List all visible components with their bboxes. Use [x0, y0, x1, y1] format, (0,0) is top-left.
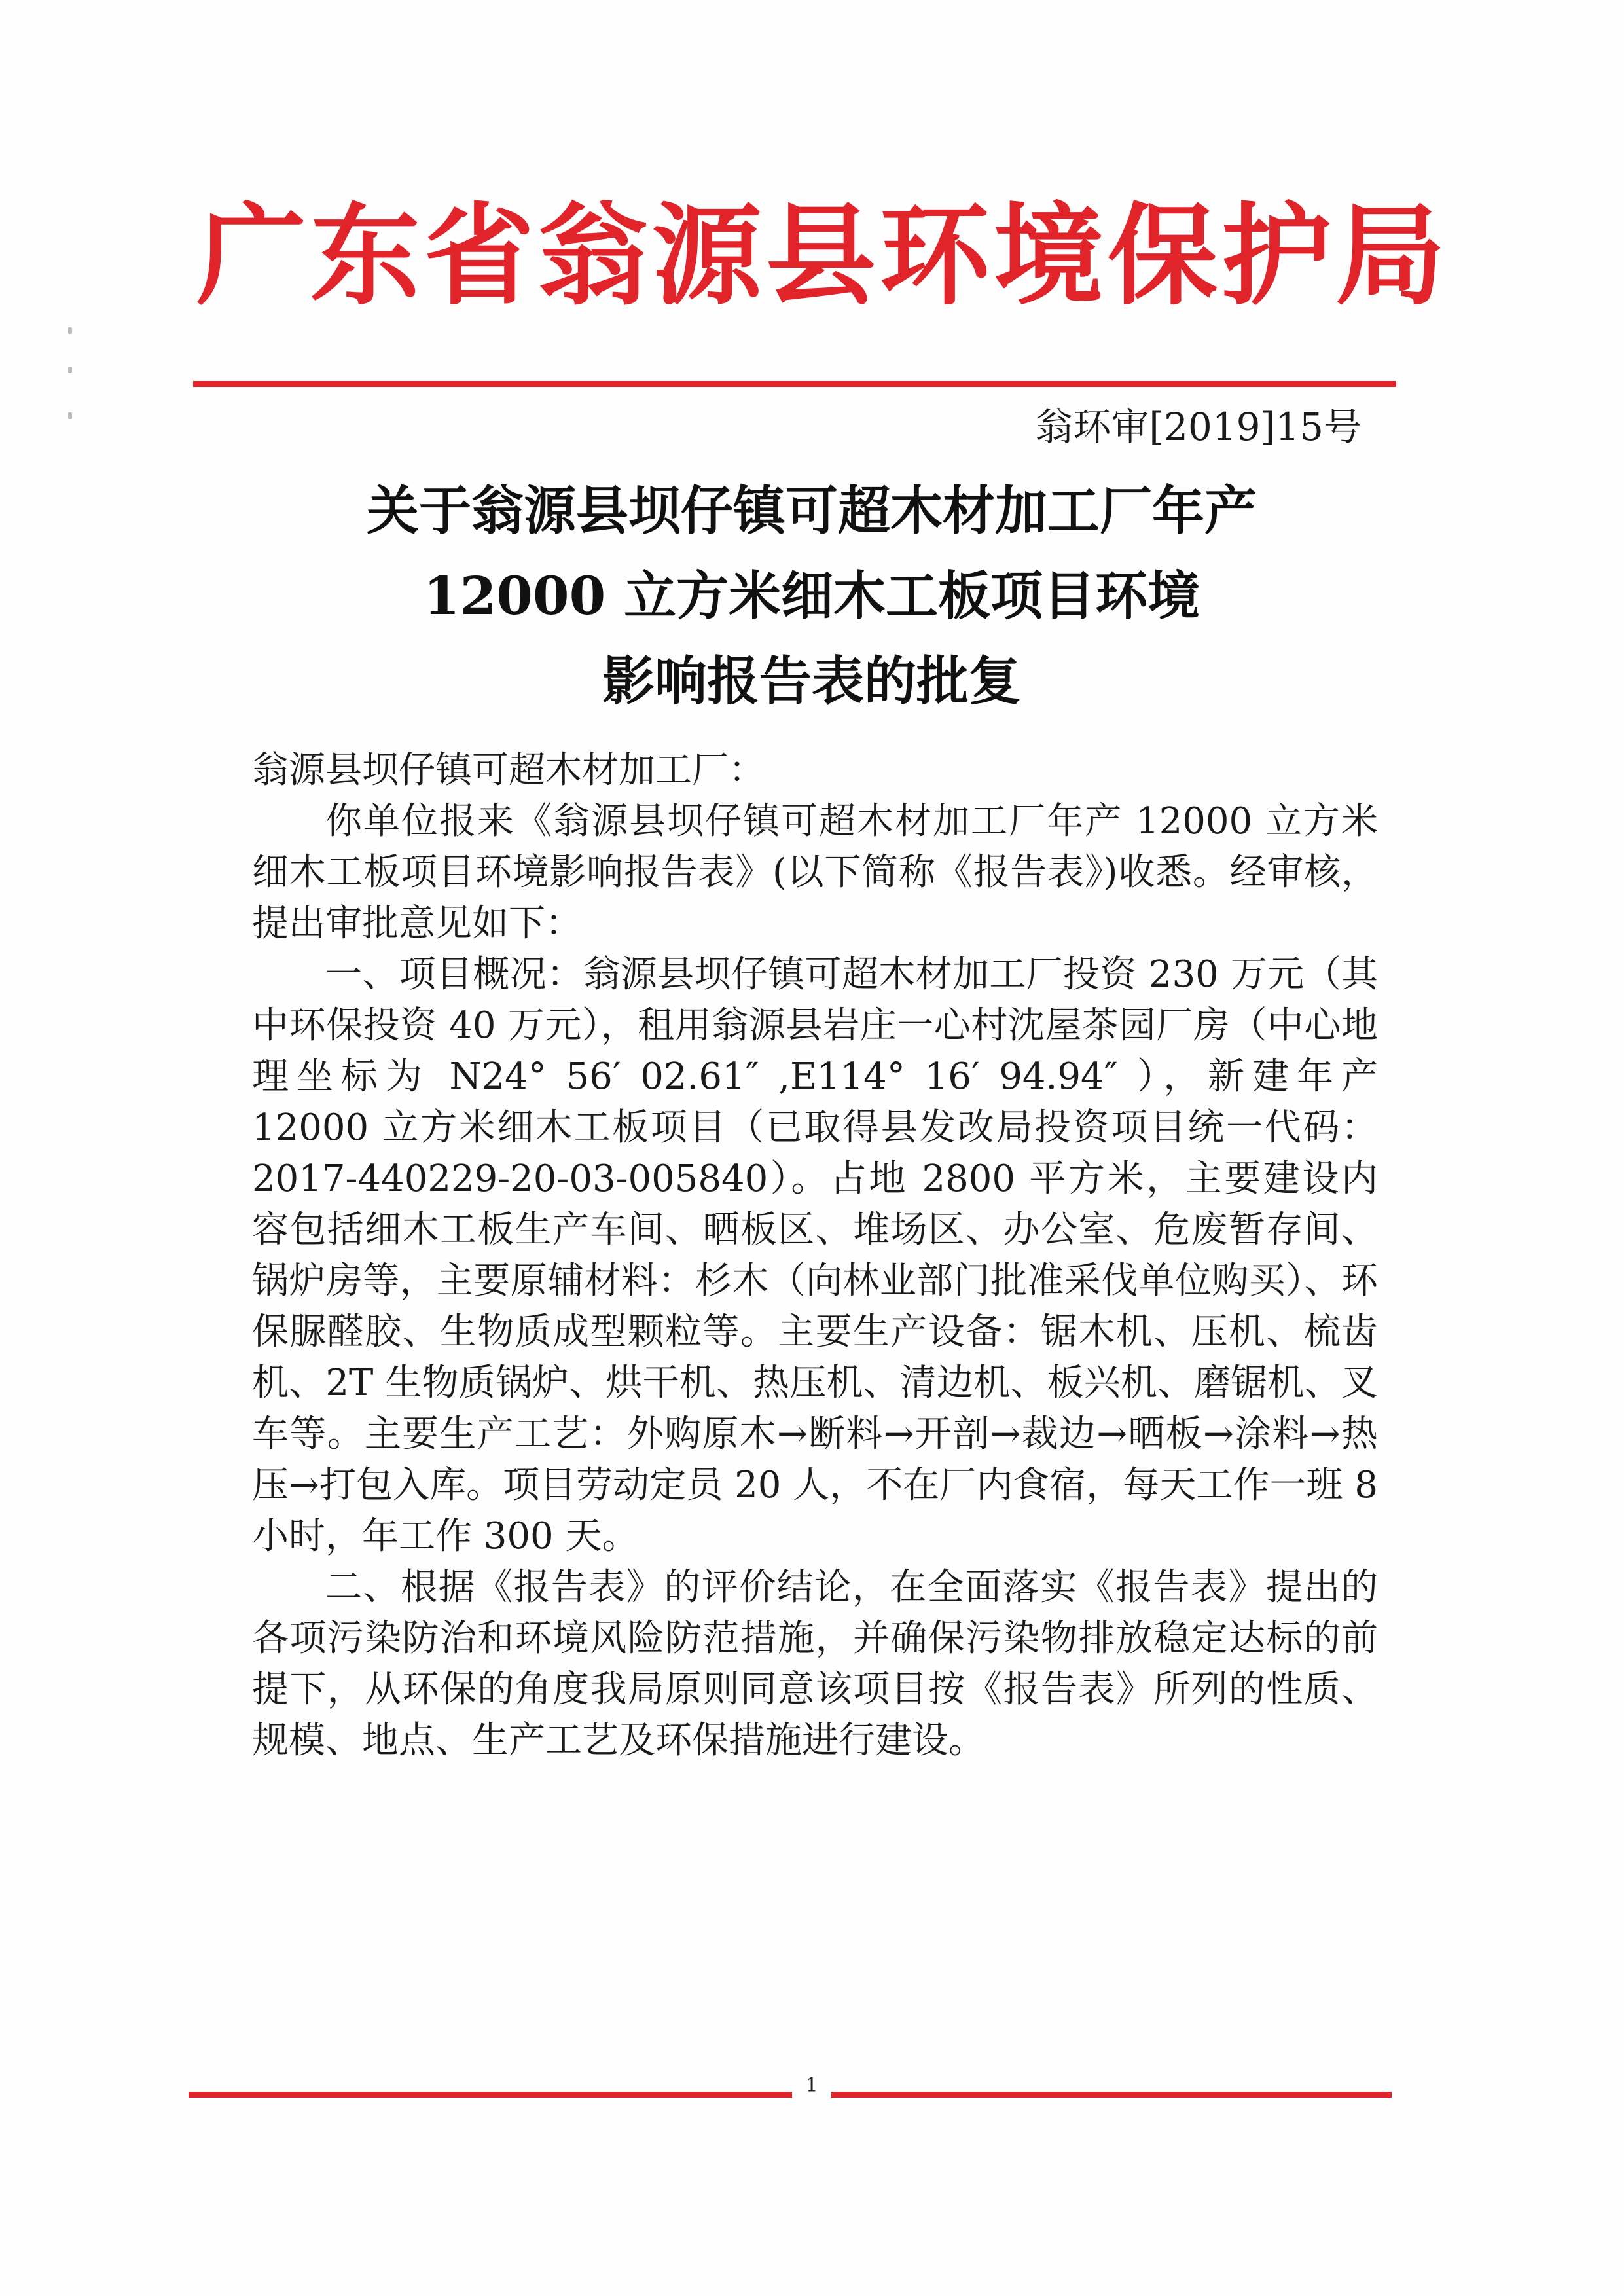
footer-divider	[189, 2092, 1392, 2098]
letterhead-divider	[193, 381, 1396, 387]
body-paragraph: 一、项目概况：翁源县坝仔镇可超木材加工厂投资 230 万元（其中环保投资 40 万元），租用翁源县岩庄一心村沈屋茶园厂房（中心地理坐标为 N24° 56′ 02.61″ ,E114° 16′ 94.94″ ），新建年产 12000 立方米细木工板项目（已取得县发改局投资项目统一代码：2017-440229-20-03-005840）。占地 2800 平方米，主要建设内容包括细木工板生产车间、晒板区、堆场区、办公室、危废暂存间、锅炉房等，主要原辅材料：杉木（向林业部门批准采伐单位购买）、环保脲醛胶、生物质成型颗粒等。主要生产设备：锯木机、压机、梳齿机、2T 生物质锅炉、烘干机、热压机、清边机、板兴机、磨锯机、叉车等。主要生产工艺：外购原木→断料→开剖→裁边→晒板→涂料→热压→打包入库。项目劳动定员 20 人，不在厂内食宿，每天工作一班 8 小时，年工作 300 天。	[252, 953, 1379, 1558]
document-body	[252, 745, 1378, 1766]
document-title-line: 关于翁源县坝仔镇可超木材加工厂年产	[367, 480, 1257, 541]
body-paragraph: 二、根据《报告表》的评价结论，在全面落实《报告表》提出的各项污染防治和环境风险防范措施，并确保污染物排放稳定达标的前提下，从环保的角度我局原则同意该项目按《报告表》所列的性质、规模、地点、生产工艺及环保措施进行建设。	[252, 1566, 1378, 1762]
document-title-line: 12000 立方米细木工板项目环境	[423, 565, 1200, 627]
document-title-line: 影响报告表的批复	[602, 650, 1021, 712]
organization-letterhead: 广东省翁源县环境保护局	[196, 191, 1449, 320]
scan-mark	[68, 327, 72, 334]
salutation: 翁源县坝仔镇可超木材加工厂：	[252, 749, 765, 792]
body-paragraph: 你单位报来《翁源县坝仔镇可超木材加工厂年产 12000 立方米细木工板项目环境影响报告表》(以下简称《报告表》)收悉。经审核，提出审批意见如下：	[252, 800, 1378, 945]
page-number: 1	[792, 2074, 831, 2098]
scan-mark	[68, 367, 72, 373]
document-number: 翁环审[2019]15号	[1035, 405, 1362, 449]
scan-mark	[68, 412, 72, 419]
document-title	[196, 468, 1427, 723]
